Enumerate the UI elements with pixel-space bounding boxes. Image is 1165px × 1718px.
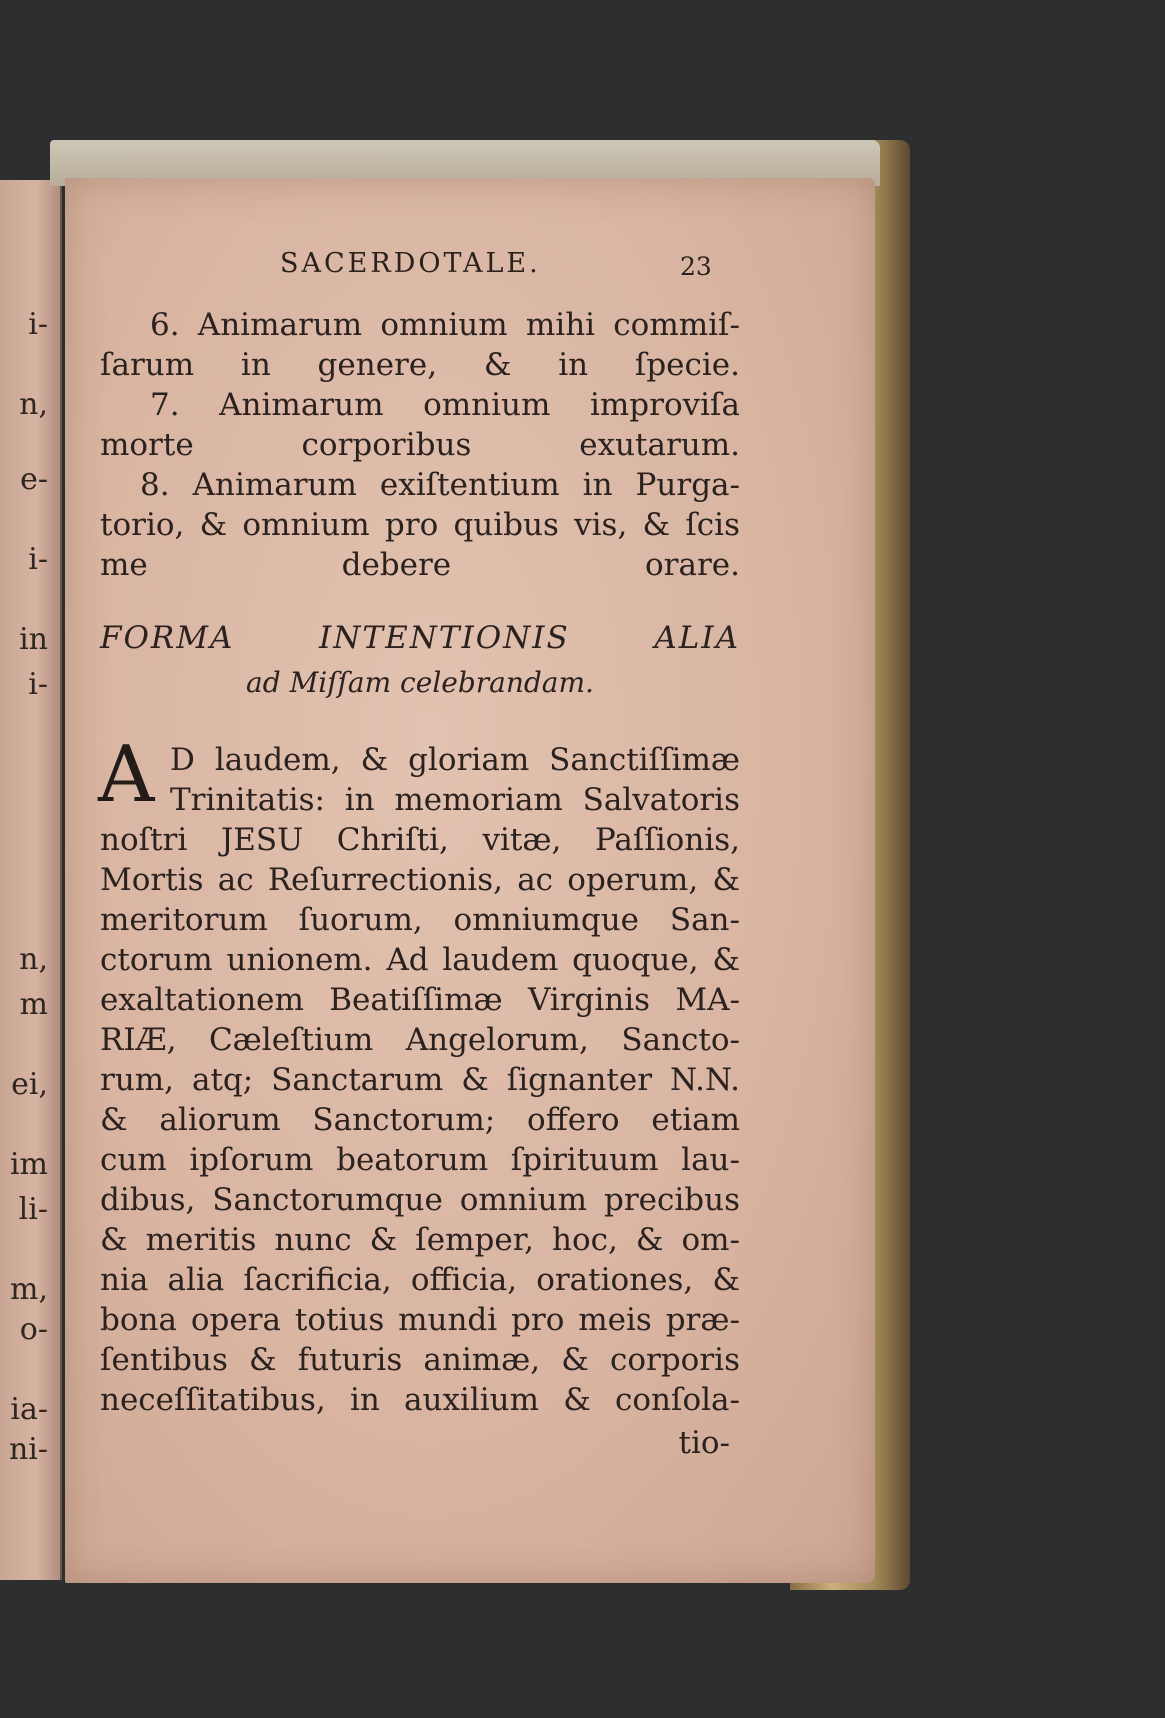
left-page-fragment: ni- bbox=[8, 1432, 48, 1467]
text-line: me debere orare. bbox=[100, 547, 740, 583]
left-page-fragment: in bbox=[19, 622, 48, 657]
left-page-fragment: ia- bbox=[10, 1392, 48, 1427]
text-line: ſentibus & futuris animæ, & corporis bbox=[100, 1342, 740, 1378]
text-line: nia alia ſacrificia, officia, orationes, & bbox=[100, 1262, 740, 1298]
text-line: rum, atq; Sanctarum & ſignanter N.N. bbox=[100, 1062, 740, 1098]
left-page-fragment: im bbox=[9, 1147, 48, 1182]
text-line: noſtri JESU Chriſti, vitæ, Paſſionis, bbox=[100, 822, 740, 858]
text-line: dibus, Sanctorumque omnium precibus bbox=[100, 1182, 740, 1218]
text-line: morte corporibus exutarum. bbox=[100, 427, 740, 463]
text-line: torio, & omnium pro quibus vis, & ſcis bbox=[100, 507, 740, 543]
catchword: tio- bbox=[678, 1425, 730, 1461]
left-page-fragment: i- bbox=[28, 542, 48, 577]
drop-cap: A bbox=[98, 730, 155, 820]
text-line: meritorum ſuorum, omniumque San- bbox=[100, 902, 740, 938]
text-line: bona opera totius mundi pro meis præ- bbox=[100, 1302, 740, 1338]
text-line: Mortis ac Reſurrectionis, ac operum, & bbox=[100, 862, 740, 898]
text-line: ctorum unionem. Ad laudem quoque, & bbox=[100, 942, 740, 978]
left-page-fragment: ei, bbox=[11, 1067, 48, 1102]
running-head: SACERDOTALE. bbox=[280, 248, 541, 279]
text-line: neceſſitatibus, in auxilium & conſola- bbox=[100, 1382, 740, 1418]
heading-word: ALIA bbox=[654, 620, 740, 656]
text-line: 6. Animarum omnium mihi commiſ- bbox=[150, 307, 740, 343]
left-page-fragment: i- bbox=[28, 667, 48, 702]
left-page-fragment: n, bbox=[19, 942, 48, 977]
section-subheading: ad Miſſam celebrandam. bbox=[246, 666, 594, 699]
left-page-fragment: m, bbox=[10, 1272, 48, 1307]
text-line: cum ipſorum beatorum ſpirituum lau- bbox=[100, 1142, 740, 1178]
text-line: exaltationem Beatiſſimæ Virginis MA- bbox=[100, 982, 740, 1018]
page-number: 23 bbox=[680, 252, 712, 281]
text-line: Trinitatis: in memoriam Salvatoris bbox=[170, 782, 740, 818]
heading-word: FORMA bbox=[100, 620, 235, 656]
left-page-fragment: m bbox=[19, 987, 48, 1022]
left-page-fragment: e- bbox=[20, 462, 48, 497]
text-line: RIÆ, Cæleſtium Angelorum, Sancto- bbox=[100, 1022, 740, 1058]
section-heading bbox=[100, 620, 740, 662]
text-line: & meritis nunc & ſemper, hoc, & om- bbox=[100, 1222, 740, 1258]
text-line: & aliorum Sanctorum; offero etiam bbox=[100, 1102, 740, 1138]
heading-word: INTENTIONIS bbox=[319, 620, 570, 656]
left-page-fragment: i- bbox=[28, 307, 48, 342]
left-page-fragment: n, bbox=[19, 387, 48, 422]
text-line: 8. Animarum exiſtentium in Purga- bbox=[140, 467, 740, 503]
text-line: 7. Animarum omnium improviſa bbox=[150, 387, 740, 423]
left-page-fragment: o- bbox=[19, 1312, 48, 1347]
text-line: D laudem, & gloriam Sanctiſſimæ bbox=[170, 742, 740, 778]
text-line: ſarum in genere, & in ſpecie. bbox=[100, 347, 740, 383]
left-page-fragment: li- bbox=[18, 1192, 48, 1227]
